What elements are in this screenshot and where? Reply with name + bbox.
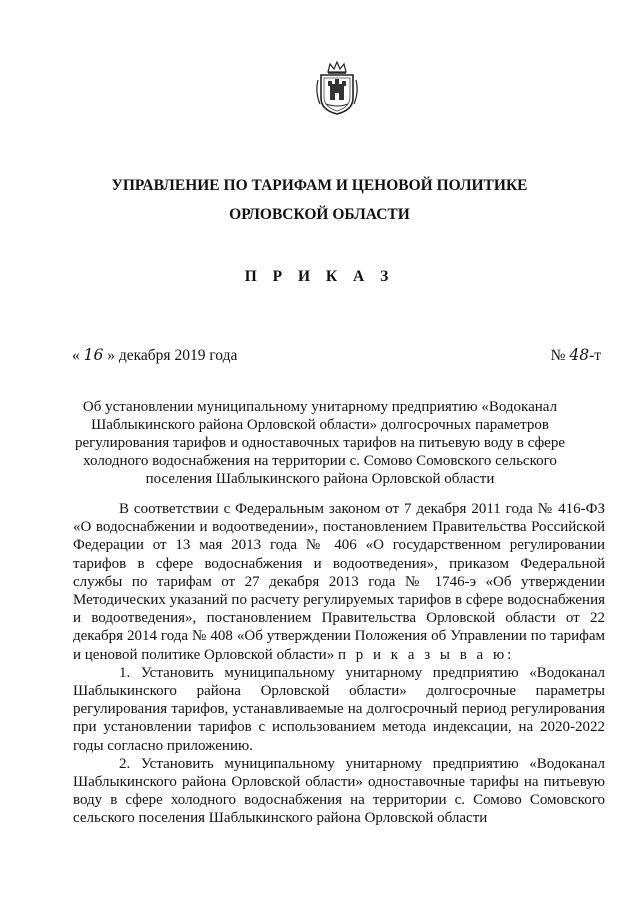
document-subject	[60, 398, 580, 488]
date-day-handwritten: 16	[83, 346, 104, 364]
subject-line: холодного водоснабжения на территории с. Сомово Сомовского сельского	[83, 453, 557, 469]
preamble-text: В соответствии с Федеральным законом от 7 декабря 2011 года № 416-ФЗ «О водоснабжении и водоотведении», постановлением Правительства Российской Федерации от 13 мая 2013 года № 406 «О государственном регулировании тарифов в сфере водоснабжения и водоотведения», приказом Федеральной службы по тарифам от 27 декабря 2013 года № 1746-э «Об утверждении Методических указаний по расчету регулируемых тарифов в сфере водоснабжения и водоотведения», постановлением Правительства Орловской области от 22 декабря 2014 года № 408 «Об утверждении Положения об Управлении по тарифам и ценовой политике Орловской области»	[73, 501, 605, 663]
order-item-2: 2. Установить муниципальному унитарному предприятию «Водоканал Шаблыкинского района Орловской области» одноставочные тарифы на питьевую воду в сфере холодного водоснабжения на территории с. Сомово Сомовского сельского поселения Шаблыкинского района Орловской области	[73, 755, 605, 827]
subject-line: поселения Шаблыкинского района Орловской области	[145, 471, 495, 487]
subject-line: регулирования тарифов и одноставочных тарифов на питьевую воду в сфере	[75, 435, 565, 451]
date-month-year: » декабря 2019 года	[107, 347, 238, 364]
document-date	[72, 346, 237, 365]
number-sign: №	[550, 347, 566, 364]
document-type-title: П Р И К А З	[244, 268, 395, 285]
subject-line: Об установлении муниципальному унитарному предприятию «Водоканал	[82, 399, 558, 415]
coat-of-arms-emblem	[314, 60, 360, 116]
organization-name-line2: ОРЛОВСКОЙ ОБЛАСТИ	[229, 206, 410, 223]
order-word: п р и к а з ы в а ю:	[337, 646, 515, 663]
order-item-1: 1. Установить муниципальному унитарному предприятию «Водоканал Шаблыкинского района Орловской области» долгосрочные параметры регулирования тарифов, устанавливаемые на долгосрочный период регулирования при установлении тарифов с использованием метода индексации, на 2020-2022 годы согласно приложению.	[73, 664, 605, 754]
preamble-paragraph	[73, 500, 605, 664]
document-body	[73, 500, 605, 828]
date-quote-open: «	[72, 347, 80, 364]
document-number	[551, 346, 601, 365]
organization-name-line1: УПРАВЛЕНИЕ ПО ТАРИФАМ И ЦЕНОВОЙ ПОЛИТИКЕ	[111, 177, 528, 194]
subject-line: Шаблыкинского района Орловской области» долгосрочных параметров	[91, 417, 549, 433]
number-handwritten: 48	[569, 346, 590, 364]
number-suffix: -т	[589, 347, 601, 364]
